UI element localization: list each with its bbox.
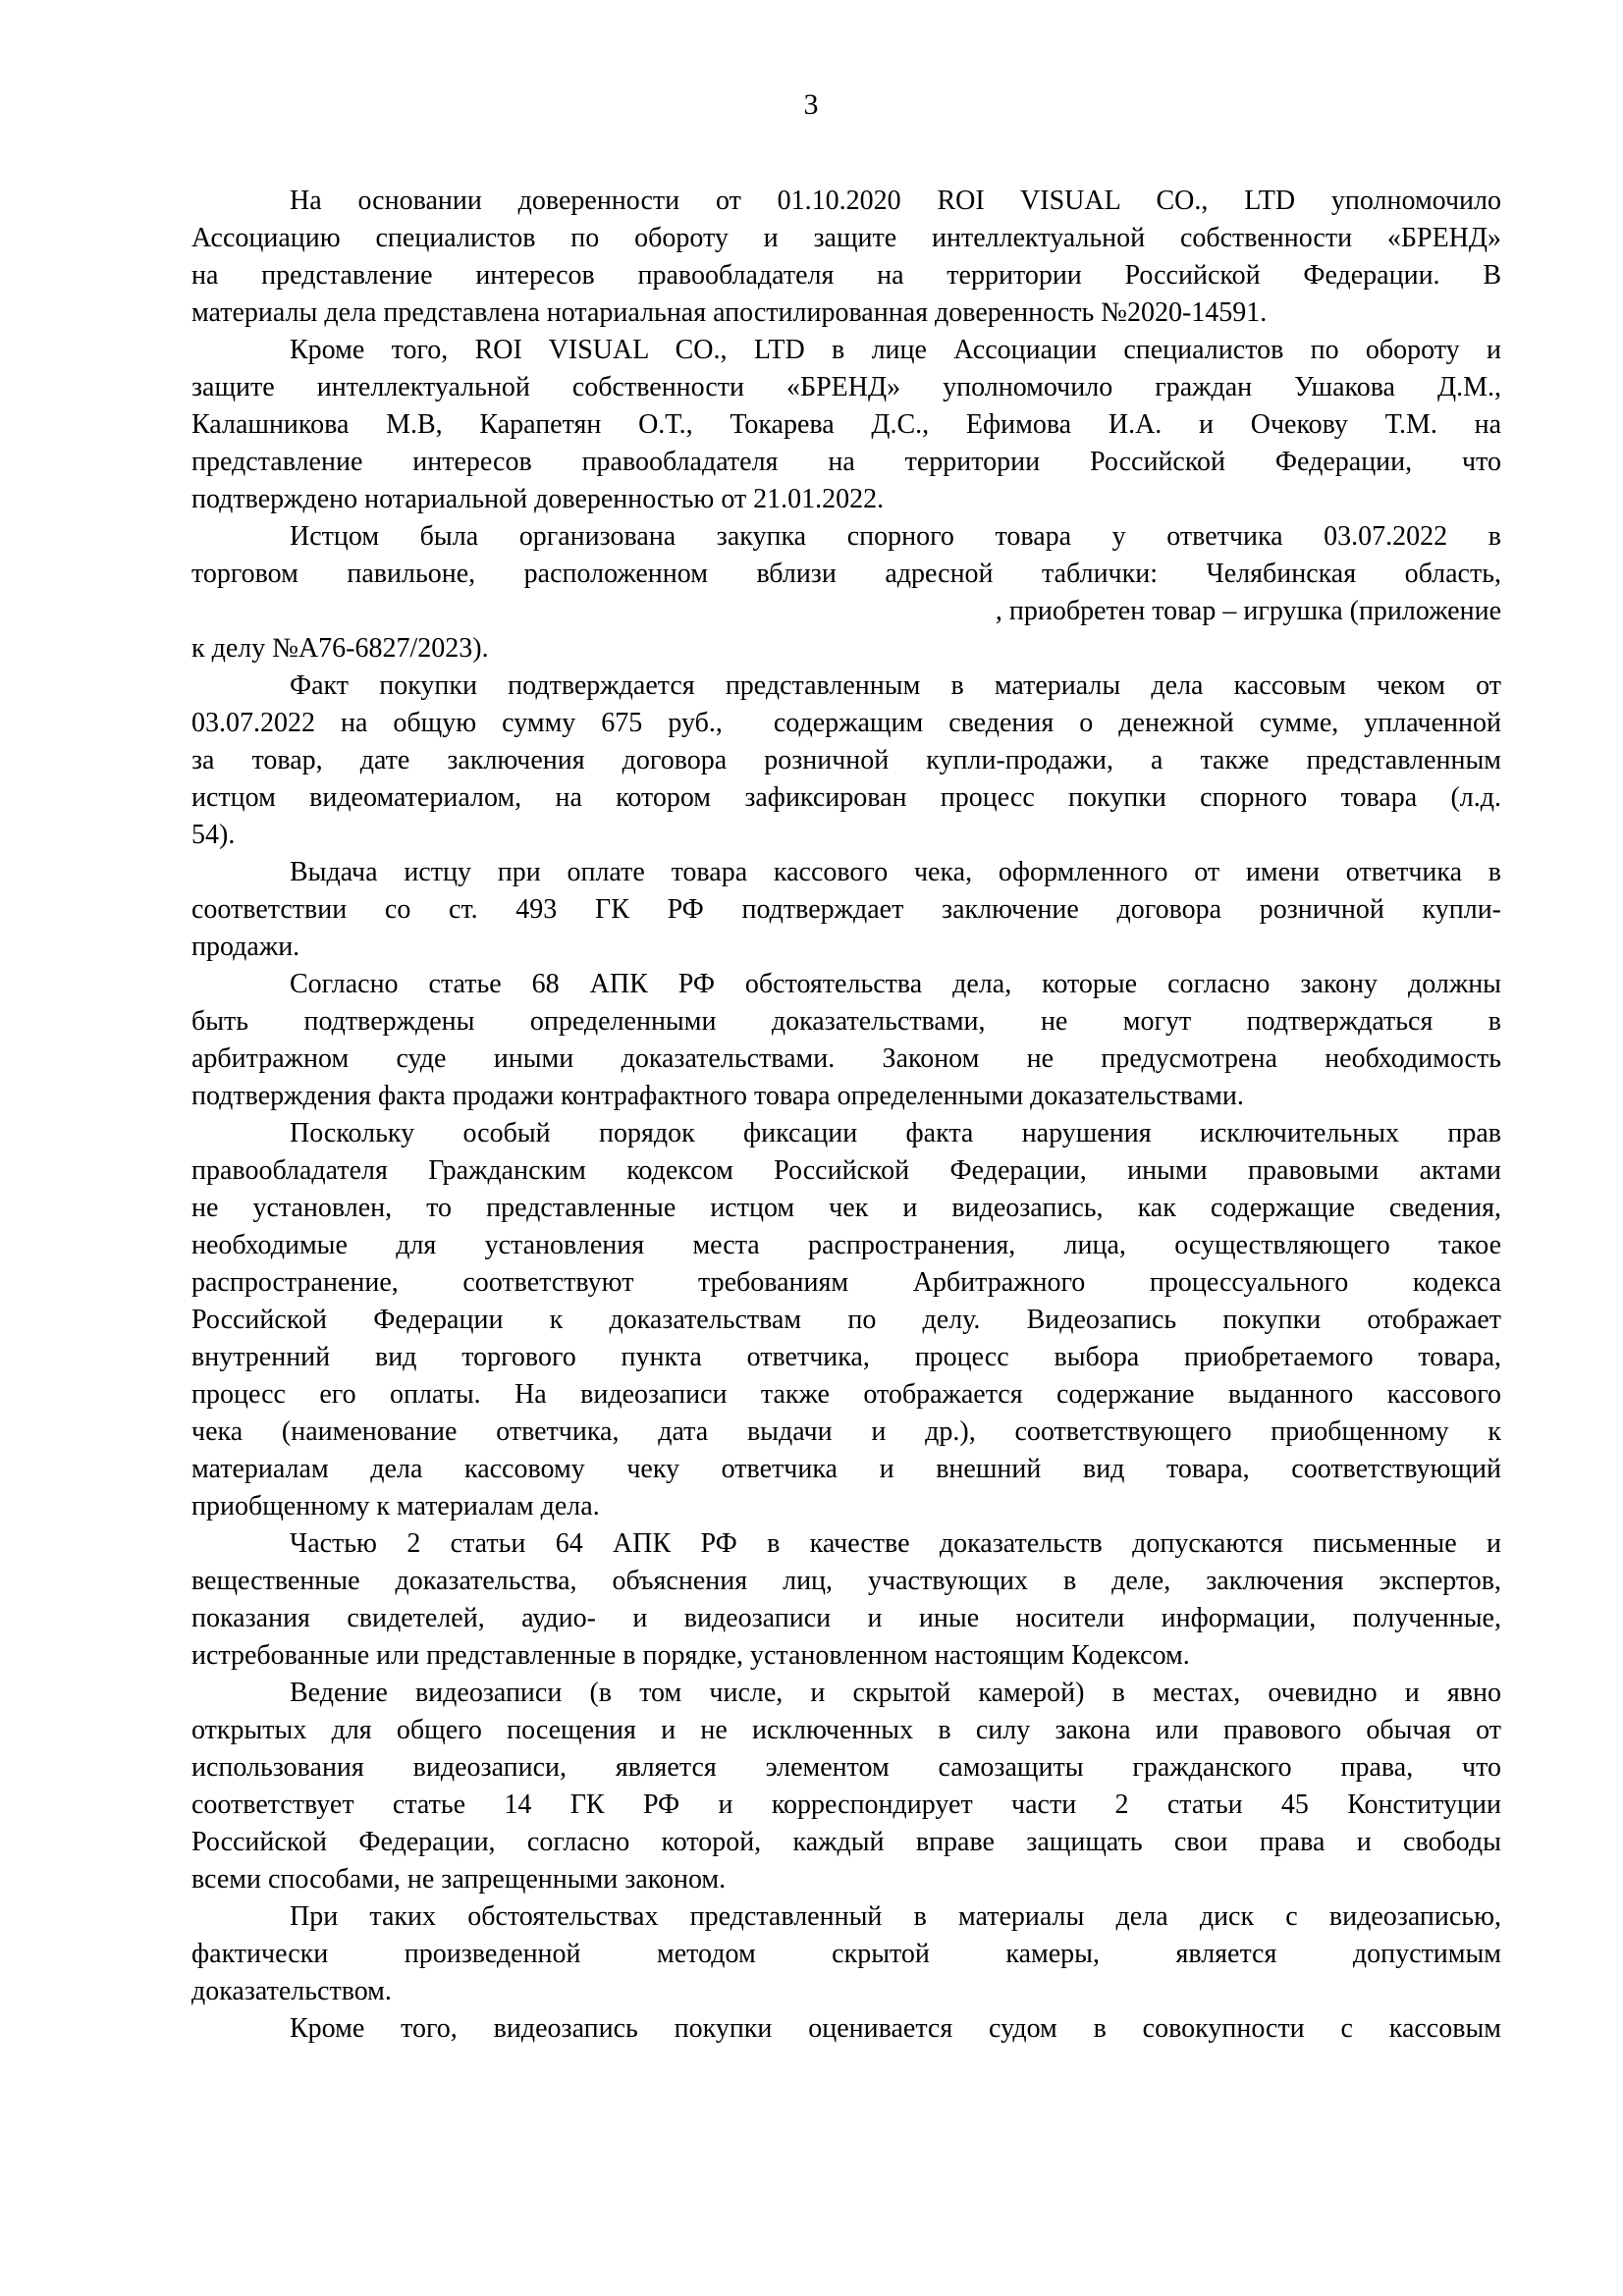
text-line: чека (наименование ответчика, дата выдачи и др.), соответствующего приобщенному к bbox=[191, 1416, 1501, 1447]
paragraph bbox=[191, 2010, 1501, 2048]
text-line: не установлен, то представленные истцом чек и видеозапись, как содержащие сведения, bbox=[191, 1193, 1501, 1223]
text-line: 03.07.2022 на общую сумму 675 руб., содержащим сведения о денежной сумме, уплаченной bbox=[191, 708, 1501, 738]
text-line: Российской Федерации к доказательствам по делу. Видеозапись покупки отображает bbox=[191, 1305, 1501, 1335]
text-line: Выдача истцу при оплате товара кассового чека, оформленного от имени ответчика в bbox=[290, 857, 1501, 887]
text-line: истребованные или представленные в порядке, установленном настоящим Кодексом. bbox=[191, 1640, 1190, 1671]
text-line: соответствии со ст. 493 ГК РФ подтверждает заключение договора розничной купли- bbox=[191, 894, 1501, 925]
text-line: При таких обстоятельствах представленный в материалы дела диск с видеозаписью, bbox=[290, 1901, 1501, 1932]
text-line: процесс его оплаты. На видеозаписи также отображается содержание выданного кассового bbox=[191, 1379, 1501, 1410]
text-line: Кроме того, ROI VISUAL CO., LTD в лице Ассоциации специалистов по обороту и bbox=[290, 335, 1501, 365]
paragraph bbox=[191, 1898, 1501, 2010]
text-line: Ассоциацию специалистов по обороту и защите интеллектуальной собственности «БРЕНД» bbox=[191, 223, 1501, 253]
text-line: использования видеозаписи, является элементом самозащиты гражданского права, что bbox=[191, 1752, 1501, 1783]
text-line: 54). bbox=[191, 820, 236, 850]
paragraph bbox=[191, 1675, 1501, 1898]
paragraph bbox=[191, 518, 1501, 667]
text-line: открытых для общего посещения и не исключенных в силу закона или правового обычая от bbox=[191, 1715, 1501, 1745]
text-line: представление интересов правообладателя на территории Российской Федерации, что bbox=[191, 447, 1501, 477]
text-line: Кроме того, видеозапись покупки оценивается судом в совокупности с кассовым bbox=[290, 2013, 1501, 2044]
paragraph bbox=[191, 854, 1501, 966]
text-line: правообладателя Гражданским кодексом Российской Федерации, иными правовыми актами bbox=[191, 1155, 1501, 1186]
text-line: Российской Федерации, согласно которой, каждый вправе защищать свои права и свободы bbox=[191, 1827, 1501, 1857]
paragraph bbox=[191, 332, 1501, 518]
page-number: 3 bbox=[803, 88, 820, 121]
document-body bbox=[191, 183, 1501, 2048]
text-line: подтверждения факта продажи контрафактного товара определенными доказательствами. bbox=[191, 1081, 1244, 1111]
text-line: распространение, соответствуют требованиям Арбитражного процессуального кодекса bbox=[191, 1267, 1501, 1298]
text-line: На основании доверенности от 01.10.2020 ROI VISUAL CO., LTD уполномочило bbox=[290, 186, 1501, 216]
text-line: материалам дела кассовому чеку ответчика и внешний вид товара, соответствующий bbox=[191, 1454, 1501, 1484]
text-line: за товар, дате заключения договора розничной купли-продажи, а также представленным bbox=[191, 745, 1501, 775]
paragraph bbox=[191, 966, 1501, 1115]
text-line: , приобретен товар – игрушка (приложение bbox=[995, 596, 1501, 626]
paragraph bbox=[191, 667, 1501, 854]
text-line: быть подтверждены определенными доказательствами, не могут подтверждаться в bbox=[191, 1006, 1501, 1037]
text-line: соответствует статье 14 ГК РФ и корреспондирует части 2 статьи 45 Конституции bbox=[191, 1789, 1501, 1820]
text-line: доказательством. bbox=[191, 1976, 392, 2006]
text-line: торговом павильоне, расположенном вблизи адресной таблички: Челябинская область, bbox=[191, 559, 1501, 589]
text-line: арбитражном суде иными доказательствами. Законом не предусмотрена необходимость bbox=[191, 1043, 1501, 1074]
text-line: внутренний вид торгового пункта ответчика, процесс выбора приобретаемого товара, bbox=[191, 1342, 1501, 1372]
text-line: необходимые для установления места распространения, лица, осуществляющего такое bbox=[191, 1230, 1501, 1260]
text-line: фактически произведенной методом скрытой камеры, является допустимым bbox=[191, 1939, 1501, 1969]
text-line: Факт покупки подтверждается представленным в материалы дела кассовым чеком от bbox=[290, 670, 1501, 701]
text-line: Ведение видеозаписи (в том числе, и скрытой камерой) в местах, очевидно и явно bbox=[290, 1678, 1501, 1708]
text-line: Частью 2 статьи 64 АПК РФ в качестве доказательств допускаются письменные и bbox=[290, 1528, 1501, 1559]
paragraph bbox=[191, 1115, 1501, 1525]
text-line: истцом видеоматериалом, на котором зафиксирован процесс покупки спорного товара (л.д. bbox=[191, 782, 1501, 813]
text-line: к делу №А76-6827/2023). bbox=[191, 633, 489, 664]
text-line: защите интеллектуальной собственности «БРЕНД» уполномочило граждан Ушакова Д.М., bbox=[191, 372, 1501, 402]
text-line: подтверждено нотариальной доверенностью от 21.01.2022. bbox=[191, 484, 885, 514]
text-line: продажи. bbox=[191, 932, 300, 962]
text-line: Поскольку особый порядок фиксации факта нарушения исключительных прав bbox=[290, 1118, 1501, 1148]
paragraph bbox=[191, 1525, 1501, 1675]
text-line: на представление интересов правообладателя на территории Российской Федерации. В bbox=[191, 260, 1501, 291]
text-line: всеми способами, не запрещенными законом. bbox=[191, 1864, 727, 1895]
text-line: Истцом была организована закупка спорного товара у ответчика 03.07.2022 в bbox=[290, 521, 1501, 552]
text-line: Калашникова М.В, Карапетян О.Т., Токарева Д.С., Ефимова И.А. и Очекову Т.М. на bbox=[191, 409, 1501, 440]
text-line: материалы дела представлена нотариальная апостилированная доверенность №2020-14591. bbox=[191, 297, 1268, 328]
text-line: показания свидетелей, аудио- и видеозаписи и иные носители информации, полученные, bbox=[191, 1603, 1501, 1633]
text-line: Согласно статье 68 АПК РФ обстоятельства дела, которые согласно закону должны bbox=[290, 969, 1501, 999]
text-line: вещественные доказательства, объяснения лиц, участвующих в деле, заключения экспертов, bbox=[191, 1566, 1501, 1596]
paragraph bbox=[191, 183, 1501, 332]
text-line: приобщенному к материалам дела. bbox=[191, 1491, 600, 1522]
